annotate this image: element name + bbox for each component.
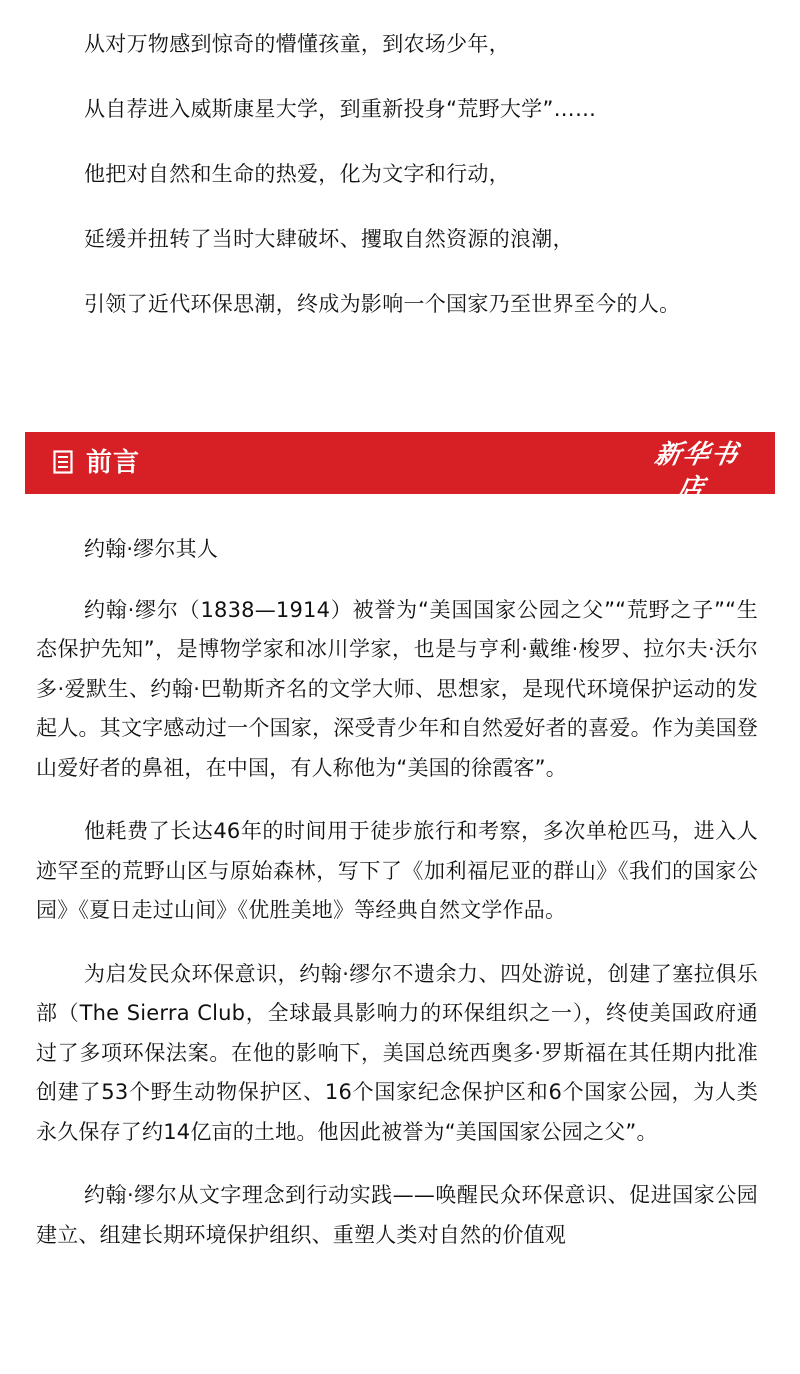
article-paragraph: 为启发民众环保意识，约翰·缪尔不遗余力、四处游说，创建了塞拉俱乐部（The Sierra Club，全球最具影响力的环保组织之一），终使美国政府通过了多项环保法案。在他的影响下，美国总统西奥多·罗斯福在其任期内批准创建了53个野生动物保护区、16个国家纪念保护区和6个国家公园，为人类永久保存了约14亿亩的土地。他因此被誉为“美国国家公园之父”。	[36, 961, 758, 1144]
article-paragraph: 他耗费了长达46年的时间用于徒步旅行和考察，多次单枪匹马，进入人迹罕至的荒野山区与原始森林，写下了《加利福尼亚的群山》《我们的国家公园》《夏日走过山间》《优胜美地》等经典自然文学作品。	[36, 819, 758, 922]
intro-section	[84, 22, 774, 347]
article-heading: 约翰·缪尔其人	[84, 537, 219, 561]
intro-line: 延缓并扭转了当时大肆破坏、攫取自然资源的浪潮，	[84, 227, 574, 251]
intro-line: 从自荐进入威斯康星大学，到重新投身“荒野大学”……	[84, 97, 597, 121]
logo-subtitle: XINHUA BOOKSTORE	[647, 507, 741, 515]
xinhua-bookstore-logo	[639, 438, 749, 515]
section-banner	[25, 432, 775, 515]
logo-script: 新华书店	[652, 440, 742, 504]
intro-line: 从对万物感到惊奇的懵懂孩童，到农场少年，	[84, 32, 510, 56]
article-paragraph: 约翰·缪尔从文字理念到行动实践——唤醒民众环保意识、促进国家公园建立、组建长期环境保护组织、重塑人类对自然的价值观	[36, 1183, 758, 1247]
preface-article	[36, 530, 758, 1279]
section-title: 前言	[86, 448, 141, 478]
intro-line: 他把对自然和生命的热爱，化为文字和行动，	[84, 162, 510, 186]
article-paragraph: 约翰·缪尔（1838—1914）被誉为“美国国家公园之父”“荒野之子”“生态保护先知”，是博物学家和冰川学家，也是与亨利·戴维·梭罗、拉尔夫·沃尔多·爱默生、约翰·巴勒斯齐名的文学大师、思想家，是现代环境保护运动的发起人。其文字感动过一个国家，深受青少年和自然爱好者的喜爱。作为美国登山爱好者的鼻祖，在中国，有人称他为“美国的徐霞客”。	[36, 597, 758, 780]
intro-line: 引领了近代环保思潮，终成为影响一个国家乃至世界至今的人。	[84, 292, 681, 316]
document-icon	[53, 450, 73, 474]
